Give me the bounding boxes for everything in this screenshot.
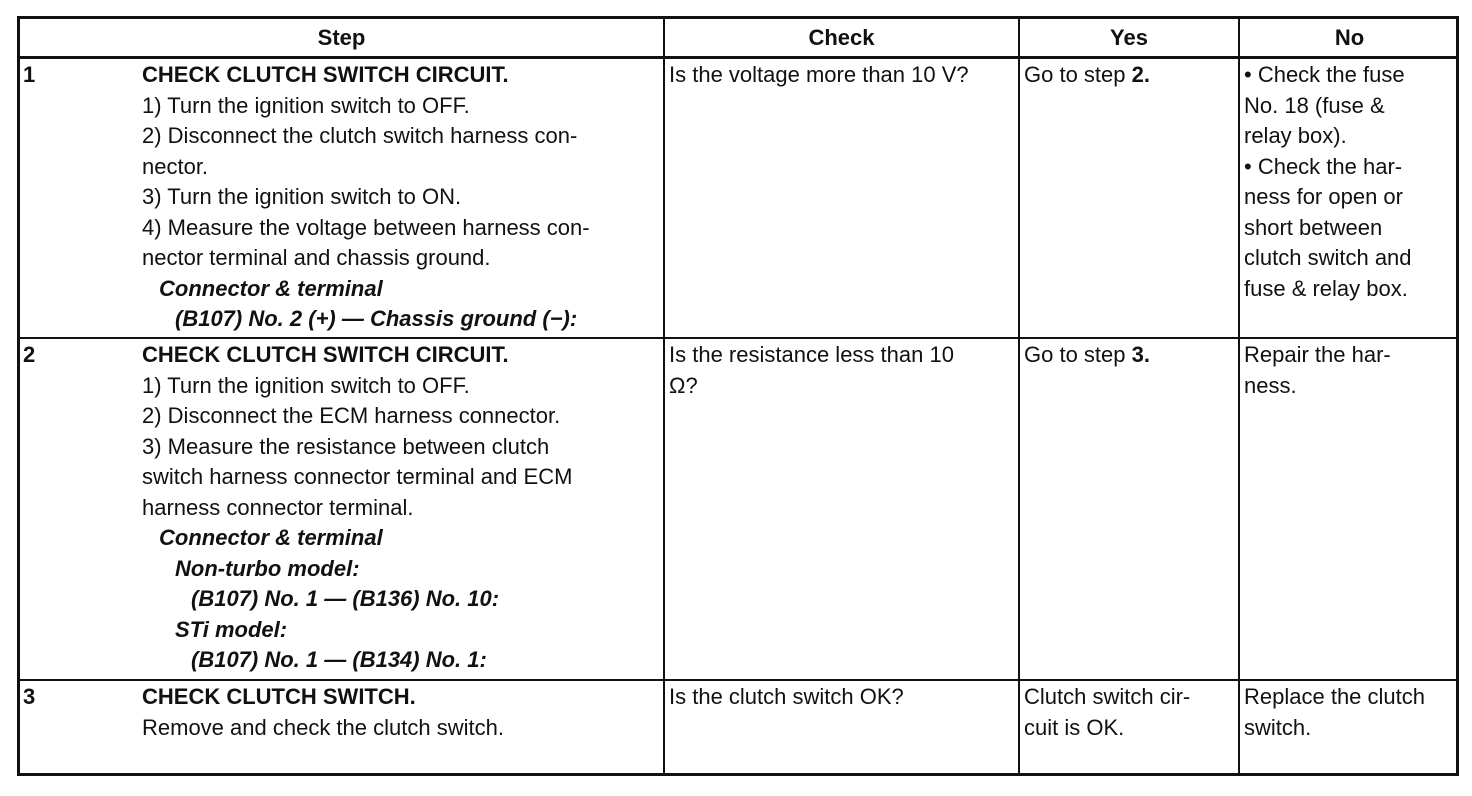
header-yes: Yes xyxy=(1110,25,1148,50)
column-divider xyxy=(1018,19,1020,773)
spec-label: Connector & terminal xyxy=(159,525,383,550)
check-line: Is the resistance less than 10 xyxy=(669,342,954,367)
spec-model: STi model: xyxy=(175,616,288,642)
instruction-line: Remove and check the clutch switch. xyxy=(142,714,504,740)
check-line: Is the clutch switch OK? xyxy=(669,684,904,709)
step-title: CHECK CLUTCH SWITCH. xyxy=(142,684,416,709)
no-line: relay box). xyxy=(1244,123,1347,148)
column-divider xyxy=(1238,19,1240,773)
no-line: fuse & relay box. xyxy=(1244,275,1408,301)
no-line: Repair the har- xyxy=(1244,342,1391,367)
no-action xyxy=(1244,60,1412,304)
instruction-line: nector terminal and chassis ground. xyxy=(142,245,491,270)
no-line: short between xyxy=(1244,214,1383,240)
yes-step-ref: 2. xyxy=(1131,62,1150,87)
row-divider xyxy=(20,679,1456,681)
instruction-line: nector. xyxy=(142,153,209,179)
instruction-line: 1) Turn the ignition switch to OFF. xyxy=(142,92,470,118)
yes-action xyxy=(1024,60,1150,91)
header-check: Check xyxy=(808,25,875,50)
no-line: clutch switch and xyxy=(1244,245,1412,270)
instruction-line: 3) Measure the resistance between clutch xyxy=(142,433,550,459)
yes-step-ref: 3. xyxy=(1131,342,1150,367)
check-question xyxy=(669,340,954,401)
step-number: 1 xyxy=(23,62,36,87)
check-question xyxy=(669,682,904,713)
check-line: Is the voltage more than 10 V? xyxy=(669,62,969,87)
header-divider xyxy=(20,56,1456,59)
header-no: No xyxy=(1334,25,1365,50)
yes-text: Go to step xyxy=(1024,342,1132,367)
instruction-line: 2) Disconnect the ECM harness connector. xyxy=(142,403,561,428)
instruction-line: harness connector terminal. xyxy=(142,494,414,520)
no-line: ness for open or xyxy=(1244,184,1403,209)
instruction-line: 4) Measure the voltage between harness con- xyxy=(142,214,590,240)
no-action xyxy=(1244,682,1425,743)
spec-label: Connector & terminal xyxy=(159,275,383,301)
no-line: No. 18 (fuse & xyxy=(1244,92,1385,118)
yes-action xyxy=(1024,340,1150,371)
spec-value: (B107) No. 1 — (B134) No. 1: xyxy=(191,647,487,672)
yes-line: cuit is OK. xyxy=(1024,714,1125,740)
row-divider xyxy=(20,337,1456,339)
yes-line: Clutch switch cir- xyxy=(1024,684,1191,709)
no-line: Replace the clutch xyxy=(1244,684,1425,709)
instruction-line: 1) Turn the ignition switch to OFF. xyxy=(142,372,470,398)
no-line: • Check the har- xyxy=(1244,153,1403,179)
step-title: CHECK CLUTCH SWITCH CIRCUIT. xyxy=(142,62,509,87)
check-line: Ω? xyxy=(669,372,698,398)
no-line: ness. xyxy=(1244,372,1297,398)
step-instructions xyxy=(142,682,504,743)
diagnostic-table xyxy=(17,16,1459,776)
spec-value: (B107) No. 2 (+) — Chassis ground (−): xyxy=(175,306,578,331)
yes-text: Go to step xyxy=(1024,62,1132,87)
spec-model: Non-turbo model: xyxy=(175,555,360,581)
no-line: switch. xyxy=(1244,714,1312,740)
column-divider xyxy=(663,19,665,773)
step-instructions xyxy=(142,60,590,335)
step-number: 2 xyxy=(23,342,36,367)
step-title: CHECK CLUTCH SWITCH CIRCUIT. xyxy=(142,342,509,367)
step-instructions xyxy=(142,340,572,676)
header-step: Step xyxy=(317,25,366,50)
instruction-line: 3) Turn the ignition switch to ON. xyxy=(142,184,462,209)
yes-action xyxy=(1024,682,1190,743)
no-action xyxy=(1244,340,1391,401)
instruction-line: switch harness connector terminal and ECM xyxy=(142,464,573,489)
step-number: 3 xyxy=(23,684,36,709)
instruction-line: 2) Disconnect the clutch switch harness con- xyxy=(142,123,578,148)
check-question xyxy=(669,60,969,91)
no-line: • Check the fuse xyxy=(1244,62,1405,87)
spec-value: (B107) No. 1 — (B136) No. 10: xyxy=(191,586,500,611)
